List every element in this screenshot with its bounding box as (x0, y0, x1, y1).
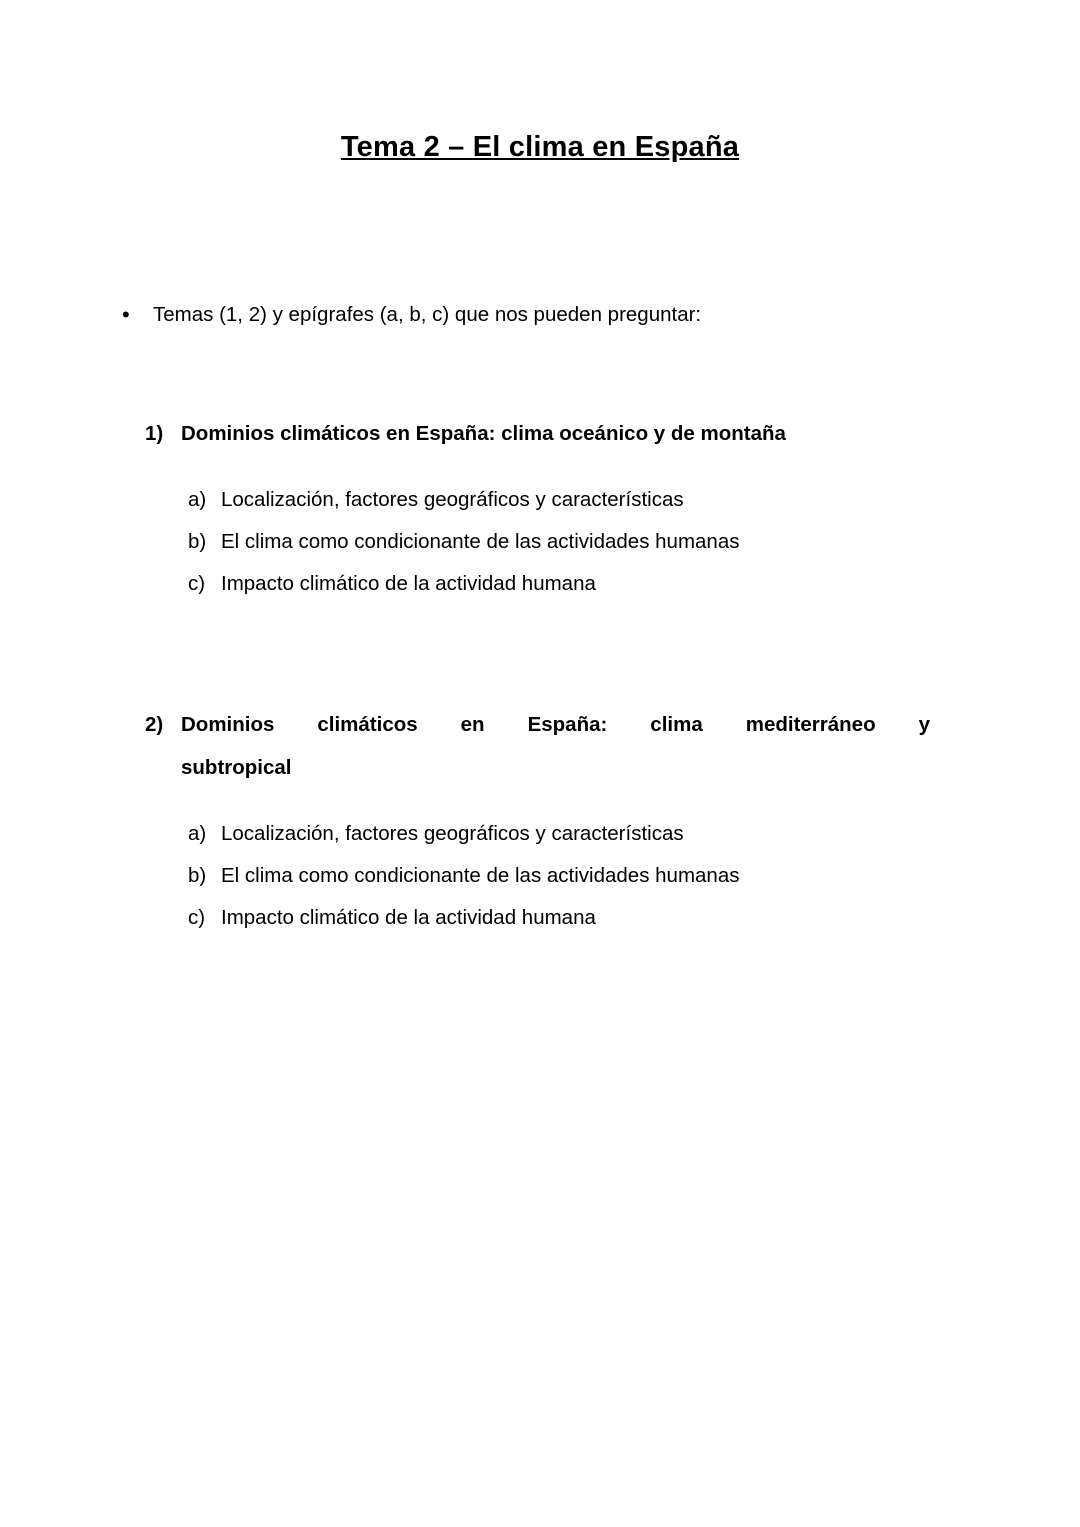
section-2-heading-line-1: Dominios climáticos en España: clima mediterráneo y (181, 713, 930, 736)
list-item (188, 855, 930, 897)
section-2-heading (181, 711, 930, 781)
list-item-label: a) (188, 488, 207, 511)
bullet-icon: • (122, 302, 130, 327)
section-2-number: 2) (145, 713, 164, 736)
list-item-label: a) (188, 822, 207, 845)
list-item-text: Localización, factores geográficos y características (221, 488, 684, 511)
list-item (188, 479, 930, 521)
section-1-number: 1) (145, 422, 164, 445)
section-1-heading-row (145, 420, 930, 447)
list-item-label: b) (188, 864, 207, 887)
list-item-text: El clima como condicionante de las actividades humanas (221, 530, 740, 553)
list-item-text: Impacto climático de la actividad humana (221, 906, 596, 929)
section-1 (145, 420, 930, 605)
list-item-text: Localización, factores geográficos y características (221, 822, 684, 845)
list-item-label: c) (188, 572, 206, 595)
list-item-text: El clima como condicionante de las actividades humanas (221, 864, 740, 887)
list-item-label: c) (188, 906, 206, 929)
section-1-heading: Dominios climáticos en España: clima oceánico y de montaña (181, 422, 786, 445)
section-2 (145, 711, 930, 939)
section-2-heading-line-2: subtropical (181, 756, 292, 779)
page-title: Tema 2 – El clima en España (340, 131, 740, 163)
list-item (188, 563, 930, 605)
list-item (188, 813, 930, 855)
list-item-text: Impacto climático de la actividad humana (221, 572, 596, 595)
section-2-sublist (188, 813, 930, 939)
section-2-heading-row (145, 711, 930, 781)
intro-bullet-row (122, 302, 930, 328)
intro-text: Temas (1, 2) y epígrafes (a, b, c) que nos pueden preguntar: (153, 303, 702, 326)
list-item (188, 521, 930, 563)
section-1-sublist (188, 479, 930, 605)
list-item-label: b) (188, 530, 207, 553)
list-item (188, 897, 930, 939)
